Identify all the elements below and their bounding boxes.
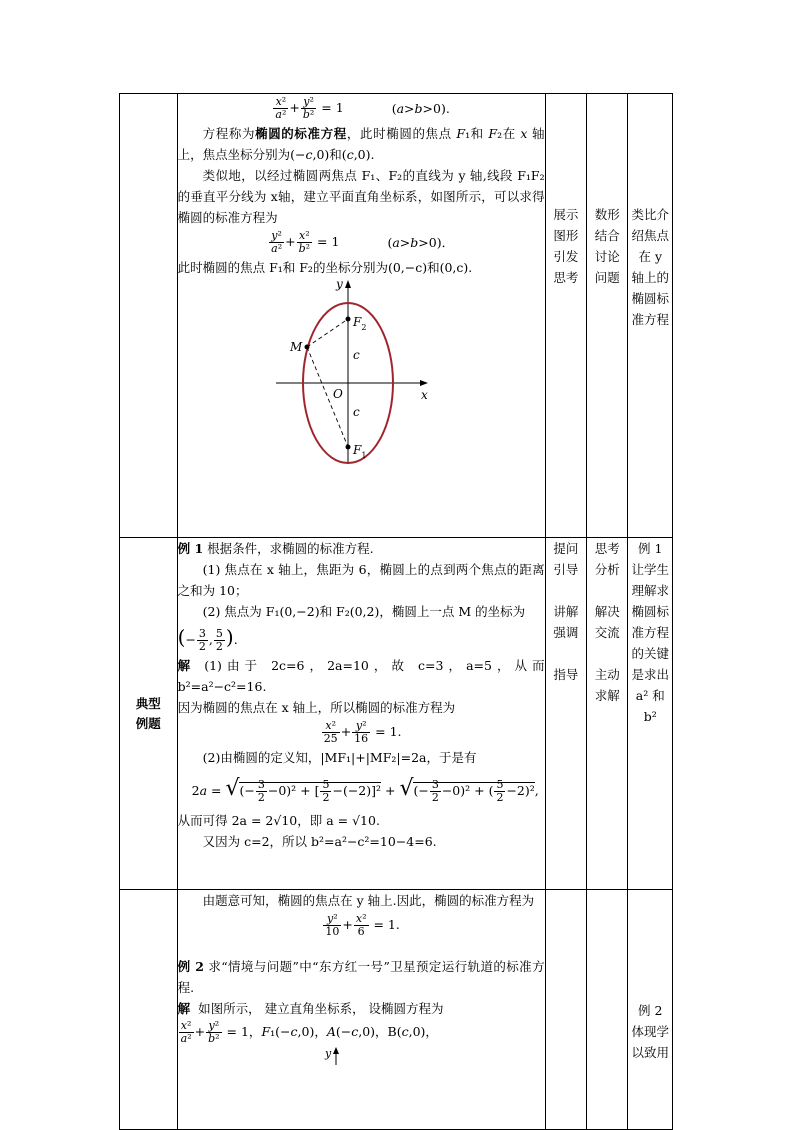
lesson-table [119, 93, 673, 1130]
paragraph-standard-equation: 方程称为椭圆的标准方程，此时椭圆的焦点 F₁和 F₂在 x 轴上，焦点坐标分别为(−c,0)和(c,0). [177, 126, 545, 162]
row2-teacher-text: 提问 引导 讲解 强调 指导 [553, 541, 579, 682]
example1-heading: 例 1 根据条件，求椭圆的标准方程. [177, 541, 374, 556]
row1-student-text: 数形结合讨论问题 [594, 207, 620, 285]
paragraph-foci-y: 此时椭圆的焦点 F₁和 F₂的坐标分别为(0,−c)和(0,c). [177, 260, 473, 275]
row2-teacher-cell [545, 538, 586, 890]
solution-part1-b: 因为椭圆的焦点在 x 轴上，所以椭圆的标准方程为 [177, 700, 456, 715]
row3-student-cell [587, 890, 628, 1130]
example2-solution: 解 如图所示， 建立直角坐标系， 设椭圆方程为 [177, 1001, 444, 1016]
row3-content-cell [177, 890, 545, 1130]
table-row [120, 94, 673, 538]
row2-intent-text: 例 1 让学生理解求椭圆标准方程的关键是求出 a² 和 b² [631, 541, 669, 724]
row2-content-cell [177, 538, 545, 890]
ellipse-equation-x: $\frac{\text{x²}}{\text{a²}}$ + $\frac{\text{y²}}{\text{b²}}$ = 1 (a>b>0). [275, 95, 450, 121]
ellipse-equation-y: $\frac{\text{y²}}{\text{a²}}$ + $\frac{\text{x²}}{\text{b²}}$ = 1 (a>b>0)． [271, 229, 455, 255]
example1-question2: (2) 焦点为 F₁(0,−2)和 F₂(0,2)，椭圆上一点 M 的坐标为 [202, 604, 526, 619]
solution-b-value: 又因为 c=2，所以 b²=a²−c²=10−4=6. [202, 834, 437, 849]
row3-intro: 由题意可知，椭圆的焦点在 y 轴上.因此，椭圆的标准方程为 [202, 893, 535, 908]
solution-part2: (2)由椭圆的定义知，|MF₁|+|MF₂|=2a，于是有 [202, 750, 477, 765]
row3-label-cell [120, 890, 178, 1130]
table-row [120, 538, 673, 890]
f2-label: $F_2$ [352, 315, 367, 332]
focus-f1-point [345, 445, 350, 450]
row3-intent-text: 例 2 体现学以致用 [631, 1003, 669, 1060]
row1-intent-text: 类比介绍焦点在 y 轴上的椭圆标准方程 [631, 207, 669, 327]
table-row [120, 890, 673, 1130]
row2-intent-cell [628, 538, 673, 890]
equation-10-6: $\frac{\text{y²}}{10}$ + $\frac{\text{x²}}{6}$ = 1. [325, 912, 400, 938]
solution-a-value: 从而可得 2a = 2√10，即 a = √10. [177, 813, 380, 828]
example1-point: (− $\frac{3}{2}$ , $\frac{5}{2}$ ). [177, 625, 238, 653]
row1-student-cell [587, 94, 628, 538]
row1-content-cell [177, 94, 545, 538]
example2-axis [178, 1045, 528, 1065]
ellipse-diagram [178, 278, 528, 468]
example-section-label: 典型例题 [135, 695, 161, 731]
example2-figure-top [178, 1045, 545, 1065]
c-bottom-label: c [352, 405, 360, 419]
origin-label: O [332, 387, 343, 401]
row1-label-cell [120, 94, 178, 538]
row2-label-cell [120, 538, 178, 890]
row3-teacher-cell [545, 890, 586, 1130]
example1-question1: (1) 焦点在 x 轴上，焦距为 6，椭圆上的点到两个焦点的距离之和为 10； [177, 562, 545, 598]
distance-formula: 2a = √(− $\frac{3}{2}$ −0)² + [ $\frac{5}{2}$ −(−2)]² + √(− $\frac{3}{2}$ −0)² + ( $\frac{5}{2}$ −2)², [191, 776, 539, 804]
x-axis-arrow [420, 380, 428, 386]
row3-intent-cell [628, 890, 673, 1130]
example2-y-arrow [333, 1047, 339, 1054]
ellipse-figure [178, 278, 545, 468]
row1-teacher-cell [545, 94, 586, 538]
y-axis-label: y [335, 278, 343, 291]
row1-intent-cell [628, 94, 673, 538]
point-m [304, 345, 309, 350]
example2-y-label: y [324, 1047, 331, 1060]
focus-f2-point [345, 317, 350, 322]
row1-teacher-text: 展示图形引发思考 [553, 207, 579, 285]
row2-student-text: 思考 分析 解决 交流 主动 求解 [594, 541, 620, 703]
paragraph-analogy: 类似地，以经过椭圆两焦点 F₁、F₂的直线为 y 轴,线段 F₁F₂的垂直平分线为 x轴，建立平面直角坐标系，如图所示，可以求得椭圆的标准方程为 [177, 168, 545, 225]
f1-label: $F_1$ [352, 443, 367, 460]
m-label: M [289, 340, 302, 354]
c-top-label: c [352, 348, 360, 362]
row2-student-cell [587, 538, 628, 890]
solution-part1: 解 (1)由于 2c=6，2a=10，故 c=3，a=5，从而 b²=a²−c²=16. [177, 658, 545, 694]
example2-equation: $\frac{\text{x²}}{\text{a²}}$ + $\frac{\text{y²}}{\text{b²}}$ = 1，F₁(−c,0)，A(−c,0)，B(c,0)， [180, 1019, 438, 1045]
example2-heading: 例 2 求“情境与问题”中“东方红一号”卫星预定运行轨道的标准方程. [177, 959, 545, 995]
x-axis-label: x [420, 388, 428, 402]
equation-25-16: $\frac{\text{x²}}{25}$ + $\frac{\text{y²}}{16}$ = 1. [323, 719, 402, 745]
y-axis-arrow [345, 280, 351, 288]
